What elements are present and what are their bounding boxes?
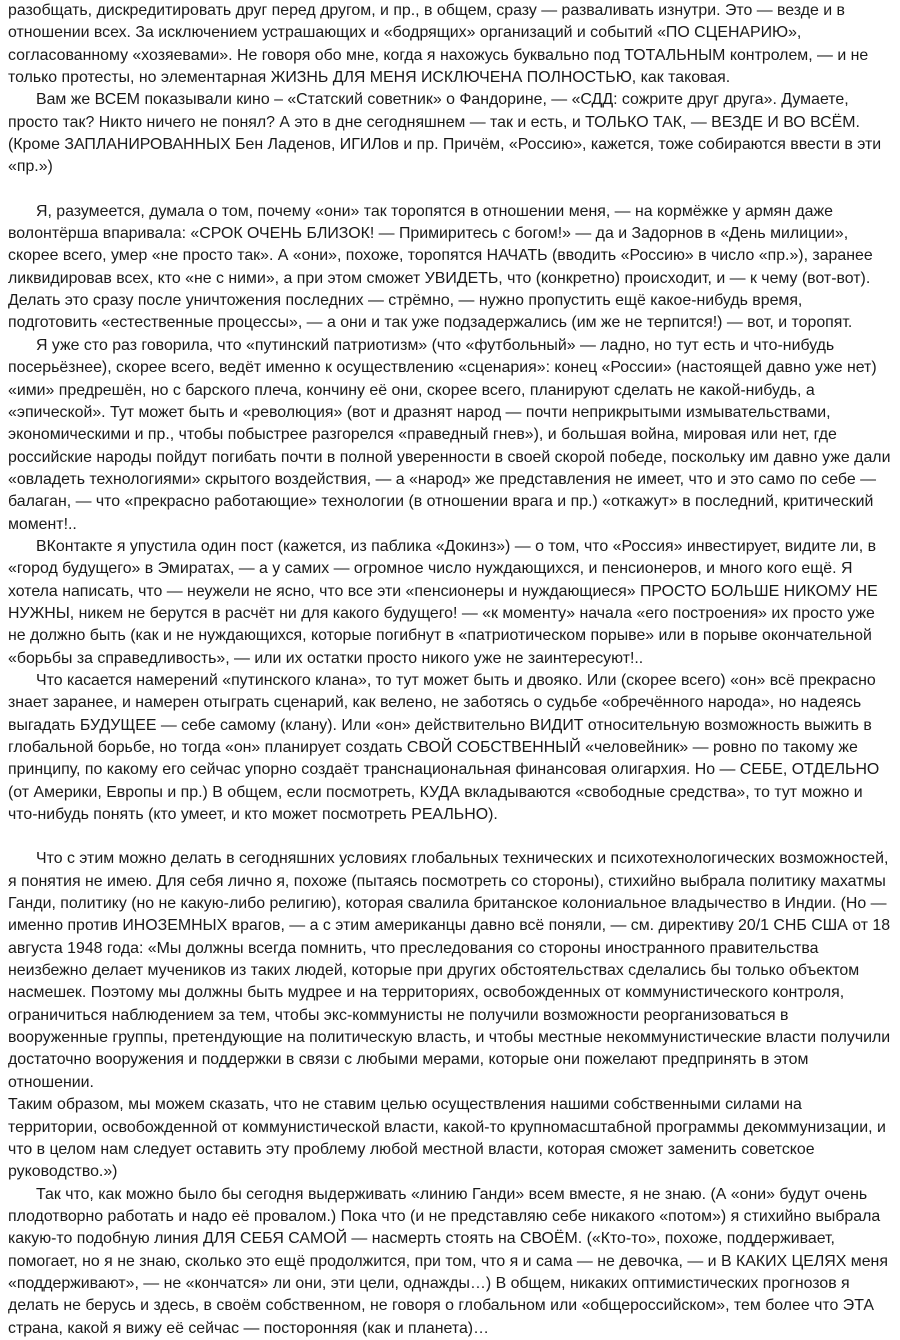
paragraph: Что с этим можно делать в сегодняшних условиях глобальных технических и психотехнологических возможностей, я понятия не имею. Для себя лично я, похоже (пытаясь посмотреть со стороны), стихийно выбрала политику махатмы Ганди, политику (но не какую-либо религию), которая свалила британское колониальное владычество в Индии. (Но — именно против ИНОЗЕМНЫХ врагов, — а с этим американцы давно всё поняли, — см. директиву 20/1 СНБ США от 18 августа 1948 года: «Мы должны всегда помнить, что преследования со стороны иностранного правительства неизбежно делает мучеников из таких людей, которые при других обстоятельствах сделались бы только объектом насмешек. Поэтому мы должны быть мудрее и на территориях, освобожденных от коммунистического контроля, ограничиться наблюдением за тем, чтобы экс-коммунисты не получили возможности реорганизоваться в вооруженные группы, претендующие на политическую власть, и чтобы местные некоммунистические власти получили достаточно вооружения и поддержки в связи с любыми мерами, которые они пожелают предпринять в этом отношении. [8,850,891,1091]
paragraph: Вам же ВСЕМ показывали кино – «Статский советник» о Фандорине, — «СДД: сожрите друг друга». Думаете, просто так? Никто ничего не понял? А это в дне сегодняшнем — так и есть, и ТОЛЬКО ТАК, — ВЕЗДЕ И ВО ВСЁМ. (Кроме ЗАПЛАНИРОВАННЫХ Бен Ладенов, ИГИЛов и пр. Причём, «Россию», кажется, тоже собираются ввести в эти «пр.») [8,91,882,176]
paragraph: ВКонтакте я упустила один пост (кажется, из паблика «Докинз») — о том, что «Россия» инвестирует, видите ли, в «город будущего» в Эмиратах, — а у самих — огромное число нуждающихся, и пенсионеров, и много кого ещё. Я хотела написать, что — неужели не ясно, что все эти «пенсионеры и нуждающиеся» ПРОСТО БОЛЬШЕ НИКОМУ НЕ НУЖНЫ, никем не берутся в расчёт ни для какого будущего! — «к моменту» начала «его построения» их просто уже не должно быть (как и не нуждающихся, которые погибнут в «патриотическом порыве» или в порыве окончательной «борьбы за справедливость», — или их остатки просто никого уже не заинтересуют!.. [8,537,878,667]
paragraph: Так что, как можно было бы сегодня выдерживать «линию Ганди» всем вместе, я не знаю. (А «они» будут очень плодотворно работать и надо её провалом.) Пока что (и не представляю себе никакого «потом») я стихийно выбрала какую-то подобную линия ДЛЯ СЕБЯ САМОЙ — насмерть стоять на СВОЁМ. («Кто-то», похоже, поддерживает, помогает, но я не знаю, сколько это ещё продолжится, при том, что я и сама — не девочка, — и В КАКИХ ЦЕЛЯХ меня «поддерживают», — не «кончатся» ли они, эти цели, однажды…) В общем, никаких оптимистических прогнозов я делать не берусь и здесь, в своём собственном, не говоря о глобальном или «общероссийском», тем более что ЭТА страна, какой я вижу её сейчас — посторонняя (как и планета)… [8,1185,888,1337]
paragraph: Я уже сто раз говорила, что «путинский патриотизм» (что «футбольный» — ладно, но тут есть и что-нибудь посерьёзнее), скорее всего, ведёт именно к осуществлению «сценария»: конец «России» (настоящей давно уже нет) «ими» предрешён, но с барского плеча, кончину её они, скорее всего, планируют сделать не какой-нибудь, а «эпической». Тут может быть и «революция» (вот и дразнят народ — почти неприкрытыми измывательствами, экономическими и пр., чтобы побыстрее разгорелся «праведный гнев»), и большая война, мировая или нет, где российские народы пойдут погибать почти в полной уверенности в своей скорой победе, поскольку им давно уже дали «овладеть технологиями» скрытого воздействия, — а «народ» же представления не имеет, что и это само по себе — балаган, — что «прекрасно работающие» технологии (в отношении врага и пр.) «откажут» в последний, критический момент!.. [8,336,891,533]
paragraph: Что касается намерений «путинского клана», то тут может быть и двояко. Или (скорее всего) «он» всё прекрасно знает заранее, и намерен отыграть сценарий, как велено, не заботясь о судьбе «обречённого народа», но надеясь выгадать БУДУЩЕЕ — себе самому (клану). Или «он» действительно ВИДИТ относительную возможность выжить в глобальной борьбе, но тогда «он» планирует создать СВОЙ СОБСТВЕННЫЙ «человейник» — ровно по такому же принципу, по какому его сейчас упорно создаёт транснациональная финансовая олигархия. Но — СЕБЕ, ОТДЕЛЬНО (от Америки, Европы и пр.) В общем, если посмотреть, КУДА вкладываются «свободные средства», то тут можно и что-нибудь понять (кто умеет, и кто может посмотреть РЕАЛЬНО). [8,671,880,824]
paragraph: Я, разумеется, думала о том, почему «они» так торопятся в отношении меня, — на кормёжке у армян даже волонтёрша впаривала: «СРОК ОЧЕНЬ БЛИЗОК! — Примиритесь с богом!» — да и Задорнов в «День милиции», скорее всего, умер «не просто так». А «они», похоже, торопятся НАЧАТЬ (вводить «Россию» в число «пр.»), заранее ликвидировав всех, кто «не с ними», а при этом сможет УВИДЕТЬ, что (конкретно) происходит, и — к чему (вот-вот). Делать это сразу после уничтожения последних — стрёмно, — нужно пропустить ещё какое-нибудь время, подготовить «естественные процессы», — а они и так уже подзадержались (им же не терпится!) — вот, и торопят. [8,202,873,332]
paragraph-gap [8,826,892,848]
paragraph: Таким образом, мы можем сказать, что не ставим целью осуществления нашими собственными силами на территории, освобожденной от коммунистической власти, какой-то крупномасштабной программы декоммунизации, и что в целом нам следует оставить эту проблему любой местной власти, которая сможет заменить советское руководство.») [8,1096,886,1181]
paragraph-gap [8,179,892,201]
text-block-2 [8,201,892,827]
text-block-3 [8,848,892,1340]
paragraph: разобщать, дискредитировать друг перед другом, и пр., в общем, сразу — разваливать изнутри. Это — везде и в отношении всех. За исключением устрашающих и «бодрящих» организаций и событий «ПО СЦЕНАРИЮ», согласованному «хозяевами». Не говоря обо мне, когда я нахожусь буквально под ТОТАЛЬНЫМ контролем, — и не только протесты, но элементарная ЖИЗНЬ ДЛЯ МЕНЯ ИСКЛЮЧЕНА ПОЛНОСТЬЮ, как таковая. [8,2,869,87]
text-block-1 [8,0,892,179]
